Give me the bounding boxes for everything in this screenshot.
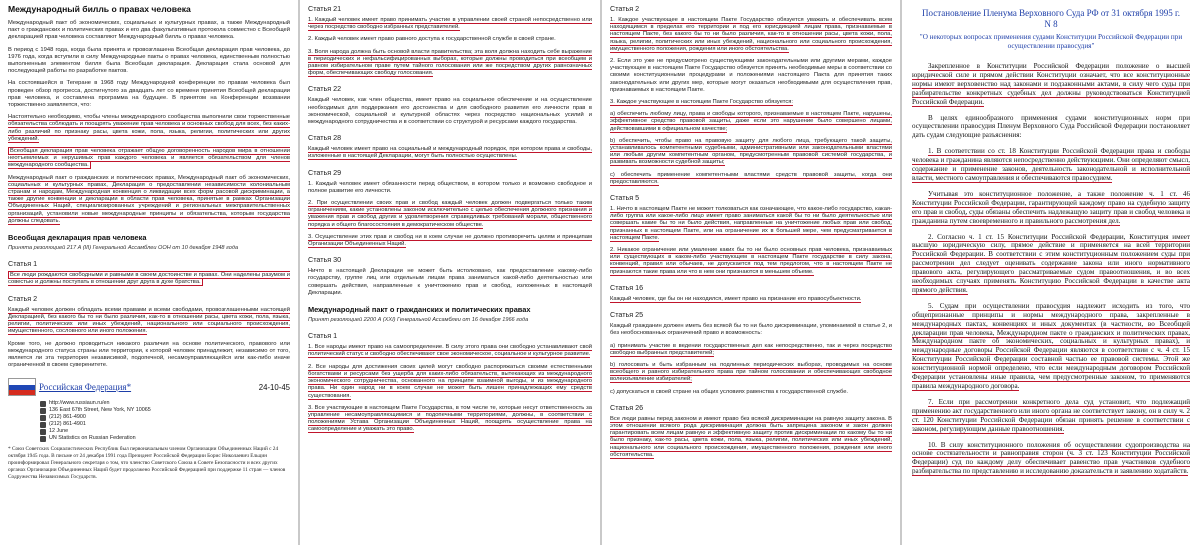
article-paragraph: [602, 204, 900, 245]
article-paragraph-text: Каждый гражданин должен иметь без всякой бы то ни было дискриминации, упоминаемой в статье 2, и без необоснованных ограничений право и возможность:: [610, 323, 892, 337]
calendar-icon: [40, 429, 46, 435]
article-paragraph-text: b) обеспечить, чтобы право на правовую защиту для любого лица, требующего такой защиты, устанавливалось компетентными судебными, административными или законодательными властями или любым другим компетентным органом, предусмотренным правовой системой государства, и развивать возможности судебной защиты;: [610, 137, 892, 166]
article-title: Статья 2: [610, 4, 640, 13]
article-paragraph-text: 2. При осуществлении своих прав и свобод каждый человек должен подвергаться только таким ограничениям, какие установлены законом исключительно с целью обеспечения должного признания и уважения прав и свобод других и удовлетворения справедливых требований морали, общественного порядка и общего благосостояния в демократическом обществе.: [308, 200, 592, 228]
article-paragraph-text: 2. Если это уже не предусмотрено существующими законодательными или другими мерами, каждое участвующее в настоящем Пакте Государство обязуется принять необходимые меры в соответствии со своими конституционными процедурами и положениями настоящего Пакта для принятия таких законодательных или других мер, которые могут оказаться необходимыми для осуществления прав, признаваемых в настоящем Пакте.: [610, 58, 892, 93]
article-paragraph-text: a) принимать участие в ведении государственных дел как непосредственно, так и через посредство свободно выбранных представителей;: [610, 342, 892, 356]
panel-civil-pact-articles: [602, 0, 900, 545]
globe-icon: [40, 401, 46, 407]
article-paragraph: [602, 341, 900, 360]
ruling-paragraph-text: 7. Если при рассмотрении конкретного дела суд установит, что подлежащий применению акт государственного или иного органа не соответствует закону, он в силу ч. 2 ст. 120 Конституции Российской Федерации обязан принять решение в соответствии с законом, регулирующим данные правоотношения.: [912, 397, 1190, 433]
declaration-art1-text: Все люди рождаются свободными и равными в своем достоинстве и правах. Они наделены разумом и совестью и должны поступать в отношении друг друга в духе братства.: [8, 272, 290, 286]
article-paragraph-text: Ничто в настоящей Декларации не может быть истолковано, как предоставление какому-либо государству, группе лиц или отдельным лицам права заниматься какой-либо деятельностью или совершать действия, направленные к уничтожению прав и свобод, изложенных в настоящей Декларации.: [308, 268, 592, 296]
article-paragraph-text: Каждый человек, как член общества, имеет право на социальное обеспечение и на осуществление необходимых для поддержания его достоинства и для свободного развития его личности прав в экономической, социальной и культурной областях через посредство национальных усилий и международного сотрудничества и в соответствии со структурой и ресурсами каждого государства.: [308, 97, 592, 126]
article-paragraph: [602, 360, 900, 387]
ruling-paragraph: [902, 144, 1200, 187]
bill-heading: Международный билль о правах человека: [8, 4, 191, 14]
chart-icon: [40, 436, 46, 442]
article-paragraph-text: 2. Никакое ограничение или умаление каких бы то ни было основных прав человека, признаваемых или существующих в каком-либо участвующем в настоящем Пакте государстве в силу закона, конвенций, правил или обычаев, не допускается под тем предлогом, что в настоящем Пакте не признаются такие права или что в нем они признаются в меньшем объеме.: [610, 247, 892, 275]
pact-art1-title: Статья 1: [308, 331, 338, 341]
article-paragraph: [602, 294, 900, 306]
declaration-subtitle: Принята резолюцией 217 A (III) Генеральной Ассамблеи ООН от 10 декабря 1948 года: [8, 245, 239, 252]
ruling-paragraph: [902, 438, 1200, 481]
article-paragraph: [602, 321, 900, 340]
article-paragraph-text: b) голосовать и быть избранным на подлинных периодических выборах, проводимых на основе всеобщего и равного избирательного права при тайном голосовании и обеспечивающих свободное волеизъявление избирателей;: [610, 361, 892, 383]
article-title: Статья 30: [308, 255, 342, 265]
contact-national-day: 12 June: [40, 428, 290, 435]
flag-stripe-red: [9, 390, 35, 395]
article-paragraph: [300, 144, 600, 163]
article-title: Статья 28: [308, 133, 342, 143]
contact-phone: (212) 861-4900: [40, 414, 290, 421]
russia-contacts: [0, 398, 298, 444]
article-paragraph-text: a) обеспечить любому лицу, права и свободы которого, признаваемые в настоящем Пакте, нарушены, эффективное средство правовой защиты, даже если это нарушение было совершено лицами, действовавшими в официальном качестве;: [610, 111, 892, 132]
article-paragraph: [300, 179, 600, 198]
ruling-paragraph-text: 2. Согласно ч. 1 ст. 15 Конституции Российской Федерации, Конституция имеет высшую юридическую силу, прямое действие и применяется на всей территории Российской Федерации. В соответствии с этим конституционным положением суды при рассмотрении дел следует оценивать содержание закона или иного нормативного правового акта, регулирующего рассматриваемые судом правоотношения, и во всех необходимых случаях применять Конституцию Российской Федерации в качестве акта прямого действия.: [912, 232, 1190, 294]
article-paragraph-text: c) допускаться в своей стране на общих условиях равенства к государственной службе.: [610, 388, 849, 395]
article-paragraph: [602, 245, 900, 279]
bill-item-2: Всеобщая декларация прав человека отражает общую договоренность народов мира в отношении неотъемлемых и нерушимых прав каждого человека и является обязательством для членов международного сообщества.: [8, 148, 290, 169]
pact-heading: Международный пакт о гражданских и политических правах: [308, 305, 531, 315]
article-paragraph: [300, 198, 600, 232]
ruling-paragraph-text: 5. Судам при осуществлении правосудия надлежит исходить из того, что общепризнанные принципы и нормы международного права, закрепленные в международных пактах, конвенциях и иных документах (в частности, во Всеобщей декларации прав человека, Международном пакте о гражданских и политических правах, Международном пакте об экономических, социальных и культурных правах), и международные договоры Российской Федерации являются в соответствии с ч. 4 ст. 15 Конституции Российской Федерации составной частью ее правовой системы. Этой же конституционной нормой определено, что если международным договором Российской Федерации установлены иные правила, чем предусмотренные законом, то применяются правила международного договора.: [912, 301, 1190, 390]
pact-art1-p3: 3. Все участвующие в настоящем Пакте Государства, в том числе те, которые несут ответственность за управление несамоуправляющимися и подопечными территориями, должны, в соответствии с положениями Устава Организации Объединенных Наций, поощрять осуществление права на самоопределение и уважать это право.: [308, 404, 592, 433]
bill-history: В период с 1948 года, когда была принята и провозглашена Всеобщая декларация прав человека, до 1976 года, когда вступили в силу Международные пакты о правах человека, единственным полностью выполненным элементом билля была Всеобщая декларация. Декларация стала основой для последующей работы по разработке пактов.: [8, 46, 290, 75]
declaration-art2-title: Статья 2: [8, 293, 38, 303]
russia-header: [0, 372, 298, 398]
article-paragraph: [602, 414, 900, 462]
article-paragraph: [602, 170, 900, 189]
declaration-art2-text2: Кроме того, не должно проводиться никакого различия на основе политического, правового или международного статуса страны или территории, к которой человек принадлежит, независимо от того, является ли эта территория независимой, подопечной, несамоуправляющейся или как-либо иначе ограниченной в своем суверенитете.: [8, 340, 290, 369]
article-title: Статья 29: [308, 167, 342, 177]
contact-statistics[interactable]: UN Statistics on Russian Federation: [40, 435, 290, 442]
fax-icon: [40, 422, 46, 428]
article-paragraph: [602, 136, 900, 170]
panel-supreme-court-ruling: [902, 0, 1200, 545]
article-title: Статья 25: [610, 310, 644, 320]
article-paragraph: [300, 47, 600, 81]
ruling-paragraph: [902, 59, 1200, 111]
ruling-paragraph: [902, 230, 1200, 299]
panel-bill-of-rights: [0, 0, 298, 545]
article-paragraph-text: Все люди равны перед законом и имеют право без всякой дискриминации на равную защиту закона. В этом отношении всякого рода дискриминация должна быть запрещена законом и закон должен гарантировать всем лицам равную и эффективную защиту против дискриминации по какому бы то ни было признаку, как-то расы, цвета кожи, пола, языка, религии, политических или иных убеждений, национального или социального происхождения, имущественного положения, рождения или иного обстоятельства.: [610, 415, 892, 458]
article-paragraph: [602, 97, 900, 109]
pact-subtitle: Принят резолюцией 2200 A (XXI) Генеральной Ассамблеи от 16 декабря 1966 года: [308, 317, 529, 324]
article-paragraph-text: Каждый человек, где бы он ни находился, имеет право на признание его правосубъектности.: [610, 295, 862, 302]
declaration-art1-title: Статья 1: [8, 259, 38, 269]
article-paragraph-text: 3. Осуществление этих прав и свобод ни в коем случае не должно противоречить целям и принципам Организации Объединенных Наций.: [308, 233, 592, 248]
article-paragraph-text: c) обеспечить применение компетентными властями средств правовой защиты, когда они предоставляются.: [610, 171, 892, 185]
declaration-articles: [300, 0, 600, 300]
ruling-paragraph: [902, 111, 1200, 145]
article-paragraph: [300, 34, 600, 46]
ruling-paragraph: [902, 187, 1200, 230]
declaration-art2-text: Каждый человек должен обладать всеми правами и всеми свободами, провозглашенными настоящей Декларацией, без какого бы то ни было различия, как-то в отношении расы, цвета кожи, пола, языка, религии, политических или иных убеждений, национального или социального происхождения, имущественного, сословного или иного положения.: [8, 306, 290, 335]
article-paragraph: [602, 56, 900, 97]
bill-tehran: На состоявшейся в Тегеране в 1968 году Международной конференции по правам человека был проведен обзор прогресса, достигнутого за двадцать лет со времени принятия Всеобщей декларации прав человека, и составлена программа на будущее. В принятом на Конференции воззвании торжественно заявляется, что:: [8, 80, 290, 109]
article-paragraph-text: 1. Каждый человек имеет право принимать участие в управлении своей страной непосредственно или через посредство свободно избранных представителей.: [308, 17, 592, 31]
article-paragraph-text: 2. Каждый человек имеет право равного доступа к государственной службе в своей стране.: [308, 36, 556, 43]
ruling-paragraph: [902, 395, 1200, 438]
russia-flag-icon: [8, 378, 36, 396]
article-paragraph-text: 3. Воля народа должна быть основой власти правительства; эта воля должна находить себе выражение в периодических и нефальсифицированных выборах, которые должны проводиться при всеобщем и равном избирательном праве путем тайного голосования или же посредством других равнозначных форм, обеспечивающих свободу голосования.: [308, 48, 592, 77]
home-icon: [40, 408, 46, 414]
article-paragraph-text: 1. Каждый человек имеет обязанности перед обществом, в котором только и возможно свободное и полное развитие его личности.: [308, 180, 592, 194]
declaration-heading: Всеобщая декларация прав человека: [8, 233, 147, 243]
ruling-paragraph-text: 10. В силу конституционного положения об осуществлении судопроизводства на основе состязательности и равноправия сторон (ч. 3 ст. 123 Конституции Российской Федерации) суд по каждому делу обеспечивает равенство прав участников судебного разбирательства по представлению и исследованию доказательств и заявлению ходатайств.: [912, 440, 1190, 476]
ruling-number: N 8: [1044, 19, 1058, 29]
article-title: Статья 21: [308, 4, 342, 13]
panel-declaration-articles: [300, 0, 600, 545]
ruling-title: Постановление Пленума Верховного Суда РФ от 31 октября 1995 г.: [922, 8, 1180, 18]
article-title: Статья 22: [308, 84, 342, 94]
russia-link[interactable]: Российская Федерация*: [39, 381, 132, 392]
phone-icon: [40, 415, 46, 421]
bill-item-1: Настоятельно необходимо, чтобы члены международного сообщества выполнили свои торжественные обязательства соблюдать и поощрять уважение прав человека и основных свобод для всех, без каких-либо различий по признаку расы, цвета кожи, пола, языка, религии, политических или других убеждений.: [8, 114, 290, 142]
pact-art1-p1: 1. Все народы имеют право на самоопределение. В силу этого права они свободно устанавливают свой политический статус и свободно обеспечивают свое экономическое, социальное и культурное развитие.: [308, 344, 592, 358]
ruling-paragraph-text: Учитывая это конституционное положение, а также положение ч. 1 ст. 46 Конституции Российской Федерации, гарантирующей каждому право на судебную защиту его прав и свобод, суды обязаны обеспечить надлежащую защиту прав и свобод человека и гражданина путем своевременного и правильного рассмотрения дел.: [912, 189, 1190, 225]
article-paragraph: [300, 232, 600, 251]
article-paragraph: [300, 15, 600, 34]
ruling-paragraphs: [902, 59, 1200, 480]
article-paragraph: [300, 95, 600, 129]
contact-website[interactable]: http://www.russiaun.ru/en: [40, 400, 290, 407]
pact-art1-p2: 2. Все народы для достижения своих целей могут свободно распоряжаться своими естественными богатствами и ресурсами без ущерба для каких-либо обязательств, вытекающих из международного экономического сотрудничества, основанного на принципе взаимной выгоды, и из международного права. Ни один народ ни в коем случае не может быть лишен принадлежащих ему средств существования.: [308, 363, 592, 399]
ruling-paragraph: [902, 299, 1200, 395]
article-title: Статья 26: [610, 402, 644, 412]
contact-fax: (212) 861-4901: [40, 421, 290, 428]
article-paragraph-text: 1. Ничто в настоящем Пакте не может толковаться как означающее, что какое-либо государство, какая-либо группа или какое-либо лицо имеет право заниматься какой бы то ни было деятельностью или совершать какие бы то ни было действия, направленные на уничтожение любых прав или свобод, признанных в настоящем Пакте, или на ограничение их в большей мере, чем предусматривается в настоящем Пакте.: [610, 206, 892, 241]
bill-item-3: Международный пакт о гражданских и политических правах, Международный пакт об экономических, социальных и культурных правах, Декларация о предоставлении независимости колониальным странам и народам, Международная конвенция о ликвидации всех форм расовой дискриминации, а также другие конвенции и декларации в области прав человека, принятые в рамках Организации Объединенных Наций, специализированных учреждений и региональных межправительственных организаций, установили новые международные принципы и обязательства, которым государства должны следовать.: [8, 174, 290, 224]
bill-intro: Международный пакт об экономических, социальных и культурных правах, а также Международный пакт о гражданских и политических правах и его два факультативных протокола совместно с Всеобщей декларацией прав человека составляют Международный билль о правах человека.: [8, 20, 290, 41]
article-paragraph-text: 1. Каждое участвующее в настоящем Пакте Государство обязуется уважать и обеспечивать всем находящимся в пределах его территории и под его юрисдикцией лицам права, признаваемые в настоящем Пакте, без какого бы то ни было различия, как-то в отношении расы, цвета кожи, пола, языка, религии, политических или иных убеждений, национального или социального происхождения, имущественного положения, рождения или иного обстоятельства.: [610, 17, 892, 52]
contact-address: 136 East 67th Street, New York, NY 10065: [40, 407, 290, 414]
ruling-paragraph-text: В целях единообразного применения судами конституционных норм при осуществлении правосудия Пленум Верховного Суда Российской Федерации постановляет дать судам следующие разъяснения:: [912, 113, 1190, 140]
ruling-paragraph-text: 1. В соответствии со ст. 18 Конституции Российской Федерации права и свободы человека и гражданина являются непосредственно действующими. Они определяют смысл, содержание и применение законов, деятельность законодательной и исполнительной власти, местного самоуправления и обеспечиваются правосудием.: [912, 147, 1190, 182]
russia-date: 24-10-45: [258, 382, 290, 392]
article-paragraph: [602, 387, 900, 399]
article-paragraph: [602, 15, 900, 56]
russia-footnote: * Союз Советских Социалистических Республик был первоначальным членом Организации Объединенных Наций с 24 октября 1945 года. В письме от 24 декабря 1991 года Президент Российской Федерации Борис Николаевич Ельцин проинформировал Генерального секретаря о том, что членство Советского Союза в Совете Безопасности и всех других органах Организации Объединенных Наций будет продолжено Российской Федерацией при поддержке 11 стран — членов Содружества Независимых Государств.: [8, 446, 286, 480]
article-title: Статья 16: [610, 282, 644, 292]
ruling-subtitle: "О некоторых вопросах применения судами Конституции Российской Федерации при осуществлении правосудия": [919, 33, 1183, 50]
pact-articles: [602, 0, 900, 462]
article-paragraph-text: 3. Каждое участвующее в настоящем Пакте Государство обязуется:: [610, 99, 793, 106]
article-paragraph: [300, 266, 600, 300]
article-title: Статья 5: [610, 193, 640, 203]
ruling-paragraph-text: Закрепленное в Конституции Российской Федерации положение о высшей юридической силе и прямом действии Конституции означает, что все конституционные нормы имеют верховенство над законами и подзаконными актами, в силу чего суды при разбирательстве конкретных судебных дел должны руководствоваться Конституцией Российской Федерации.: [912, 62, 1190, 106]
article-paragraph: [602, 109, 900, 136]
article-paragraph-text: Каждый человек имеет право на социальный и международный порядок, при котором права и свободы, изложенные в настоящей Декларации, могут быть полностью осуществлены.: [308, 146, 592, 160]
